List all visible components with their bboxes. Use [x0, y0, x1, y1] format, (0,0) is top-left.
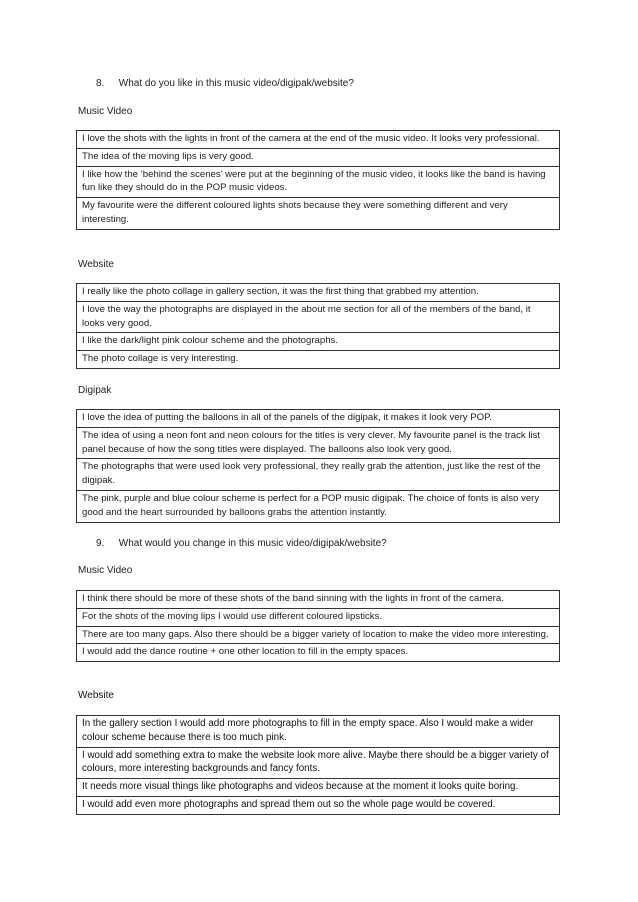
table-cell: I think there should be more of these shots of the band sinning with the lights in front of the camera.	[77, 591, 560, 609]
table-row	[77, 131, 560, 149]
table-cell: I like the dark/light pink colour scheme and the photographs.	[77, 333, 560, 351]
table-row	[77, 490, 560, 522]
q8-digipak-table	[76, 409, 560, 523]
q9-music-video-table	[76, 590, 560, 662]
table-cell: It needs more visual things like photographs and videos because at the moment it looks quite boring.	[77, 779, 560, 797]
table-row	[77, 166, 560, 198]
table-cell: I really like the photo collage in gallery section, it was the first thing that grabbed my attention.	[77, 284, 560, 302]
table-row	[77, 351, 560, 369]
q8-website-heading: Website	[78, 259, 114, 270]
question-8-text: What do you like in this music video/digipak/website?	[118, 78, 354, 89]
q9-music-video-heading: Music Video	[78, 565, 133, 576]
table-row	[77, 333, 560, 351]
table-cell: The idea of using a neon font and neon colours for the titles is very clever. My favourite panel is the track list panel because of how the song titles were displayed. The balloons also look very good.	[77, 427, 560, 459]
table-row	[77, 410, 560, 428]
table-cell: The idea of the moving lips is very good.	[77, 148, 560, 166]
table-row	[77, 198, 560, 230]
table-cell: I would add the dance routine + one other location to fill in the empty spaces.	[77, 644, 560, 662]
table-cell: My favourite were the different coloured lights shots because they were something different and very interesting.	[77, 198, 560, 230]
table-row	[77, 626, 560, 644]
question-8	[96, 78, 354, 89]
question-9-number: 9.	[96, 538, 105, 549]
q8-digipak-heading: Digipak	[78, 385, 112, 396]
table-row	[77, 644, 560, 662]
table-cell: I love the way the photographs are displayed in the about me section for all of the members of the band, it looks very good.	[77, 301, 560, 333]
table-row	[77, 148, 560, 166]
table-row	[77, 427, 560, 459]
table-cell: There are too many gaps. Also there should be a bigger variety of location to make the video more interesting.	[77, 626, 560, 644]
table-row	[77, 608, 560, 626]
table-cell: The pink, purple and blue colour scheme is perfect for a POP music digipak. The choice of fonts is also very good and the heart surrounded by balloons grabs the attention instantly.	[77, 490, 560, 522]
table-cell: I like how the ‘behind the scenes’ were put at the beginning of the music video, it looks like the band is having fun like they should do in the POP music videos.	[77, 166, 560, 198]
question-8-number: 8.	[96, 78, 105, 89]
q9-website-heading: Website	[78, 690, 114, 701]
question-9-text: What would you change in this music video/digipak/website?	[118, 538, 387, 549]
table-cell: I love the idea of putting the balloons in all of the panels of the digipak, it makes it look very POP.	[77, 410, 560, 428]
table-cell: I would add something extra to make the website look more alive. Maybe there should be a bigger variety of colours, more interesting backgrounds and fancy fonts.	[77, 747, 560, 779]
table-row	[77, 459, 560, 491]
q8-music-video-table	[76, 130, 560, 230]
table-row	[77, 796, 560, 814]
q8-website-table	[76, 283, 560, 369]
table-cell: I would add even more photographs and spread them out so the whole page would be covered.	[77, 796, 560, 814]
table-cell: The photo collage is very interesting.	[77, 351, 560, 369]
table-row	[77, 716, 560, 748]
table-row	[77, 747, 560, 779]
q9-website-table	[76, 715, 560, 815]
question-9	[96, 538, 387, 549]
table-row	[77, 301, 560, 333]
table-cell: For the shots of the moving lips I would use different coloured lipsticks.	[77, 608, 560, 626]
table-cell: I love the shots with the lights in front of the camera at the end of the music video. It looks very professional.	[77, 131, 560, 149]
table-cell: In the gallery section I would add more photographs to fill in the empty space. Also I would make a wider colour scheme because there is too much pink.	[77, 716, 560, 748]
table-row	[77, 591, 560, 609]
q8-music-video-heading: Music Video	[78, 106, 133, 117]
table-row	[77, 779, 560, 797]
table-row	[77, 284, 560, 302]
table-cell: The photographs that were used look very professional, they really grab the attention, just like the rest of the digipak.	[77, 459, 560, 491]
